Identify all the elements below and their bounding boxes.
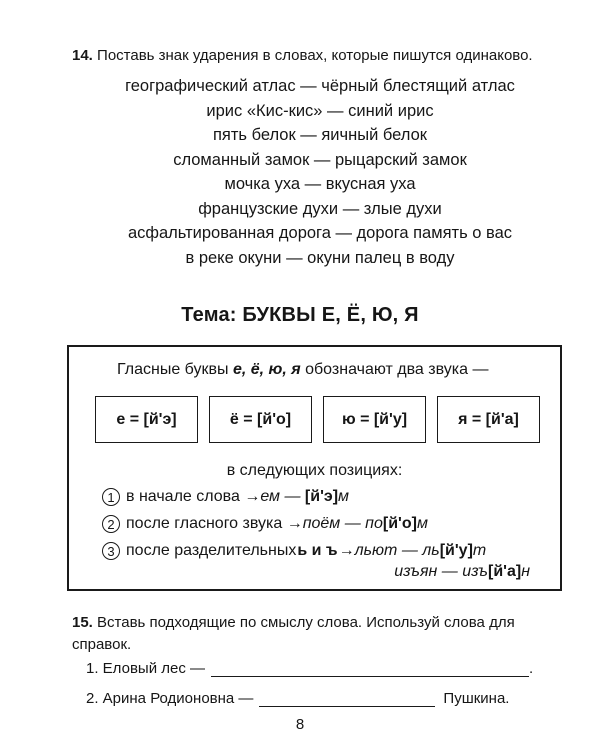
rule-box — [67, 345, 562, 591]
transcription-start: изъ — [462, 563, 488, 580]
circled-number-3: 3 — [102, 542, 120, 560]
rule-intro-end: обозначают два звука — — [300, 361, 489, 378]
word-pair: мочка уха — вкусная уха — [224, 175, 416, 193]
transcription-end: м — [338, 488, 350, 505]
position-item-3 — [102, 542, 486, 560]
rule-intro-letters: е, ё, ю, я — [232, 361, 301, 378]
example-word: ем — [260, 488, 281, 505]
position-extra-example — [394, 563, 530, 581]
transcription-sound: [й'у] — [439, 542, 473, 559]
sound-box-e: е = [й'э] — [95, 396, 198, 443]
theme-title: Тема: БУКВЫ Е, Ё, Ю, Я — [181, 304, 419, 326]
example-word: льют — [354, 542, 398, 559]
exercise-14-instruction: Поставь знак ударения в словах, которые пишутся одинаково. — [97, 47, 533, 64]
word-pair: французские духи — злые духи — [198, 199, 442, 218]
exercise-15-number: 15. — [72, 614, 93, 631]
position-item-2 — [102, 515, 428, 533]
rule-intro-start: Гласные буквы — [117, 361, 233, 378]
circled-number-2: 2 — [102, 515, 120, 533]
answer-blank[interactable] — [211, 662, 529, 677]
exercise-15-heading — [72, 612, 564, 656]
transcription-sound: [й'э] — [304, 488, 339, 505]
transcription-start: по — [365, 515, 383, 532]
example-separator: — — [437, 563, 463, 580]
sound-box-yo: ё = [й'о] — [209, 396, 312, 443]
exercise-14-heading — [72, 46, 533, 66]
example-separator: — — [280, 488, 305, 505]
word-pair: ирис «Кис-кис» — синий ирис — [206, 101, 434, 120]
position-arrow: → — [338, 542, 355, 559]
transcription-end: н — [521, 563, 530, 580]
exercise-14-number: 14. — [72, 47, 93, 64]
transcription-sound: [й'о] — [382, 515, 417, 532]
word-pair: сломанный замок — рыцарский замок — [173, 150, 467, 169]
position-example — [355, 542, 487, 560]
example-word: поём — [302, 515, 341, 532]
rule-intro — [117, 361, 488, 379]
fill-in-end: . — [529, 660, 534, 677]
position-example — [303, 515, 428, 533]
exercise-15-instruction: Вставь подходящие по смыслу слова. Используй слова для справок. — [72, 614, 515, 653]
fill-in-label: 2. Арина Родионовна — — [86, 690, 254, 707]
transcription-end: т — [472, 542, 487, 559]
word-pair: асфальтированная дорога — дорога память о вас — [127, 224, 513, 242]
fill-in-item-2 — [86, 690, 509, 707]
word-pair: географический атлас — чёрный блестящий атлас — [125, 77, 515, 95]
sound-box-yu: ю = [й'у] — [323, 396, 426, 443]
positions-title: в следующих позициях: — [226, 462, 403, 479]
page-number: 8 — [295, 716, 305, 733]
position-text: в начале слова → — [126, 488, 261, 505]
answer-blank[interactable] — [259, 692, 435, 707]
word-pair: в реке окуни — окуни палец в воду — [185, 248, 455, 267]
position-text: после гласного звука → — [126, 515, 303, 532]
example-separator: — — [340, 515, 366, 532]
position-text: после разделительных — [126, 542, 297, 559]
fill-in-item-1 — [86, 660, 533, 677]
fill-in-end: Пушкина. — [443, 690, 510, 707]
word-pairs-list — [60, 74, 580, 270]
fill-in-label: 1. Еловый лес — — [86, 660, 206, 677]
transcription-end: м — [416, 515, 428, 532]
sound-box-ya: я = [й'а] — [437, 396, 540, 443]
example-word: изъян — [394, 563, 438, 580]
position-example — [260, 488, 349, 506]
transcription-start: ль — [422, 542, 440, 559]
separating-signs: ь и ъ — [297, 542, 338, 559]
word-pair: пять белок — яичный белок — [212, 126, 427, 144]
circled-number-1: 1 — [102, 488, 120, 506]
transcription-sound: [й'а] — [487, 563, 522, 580]
example-separator: — — [397, 542, 423, 559]
position-item-1 — [102, 488, 349, 506]
